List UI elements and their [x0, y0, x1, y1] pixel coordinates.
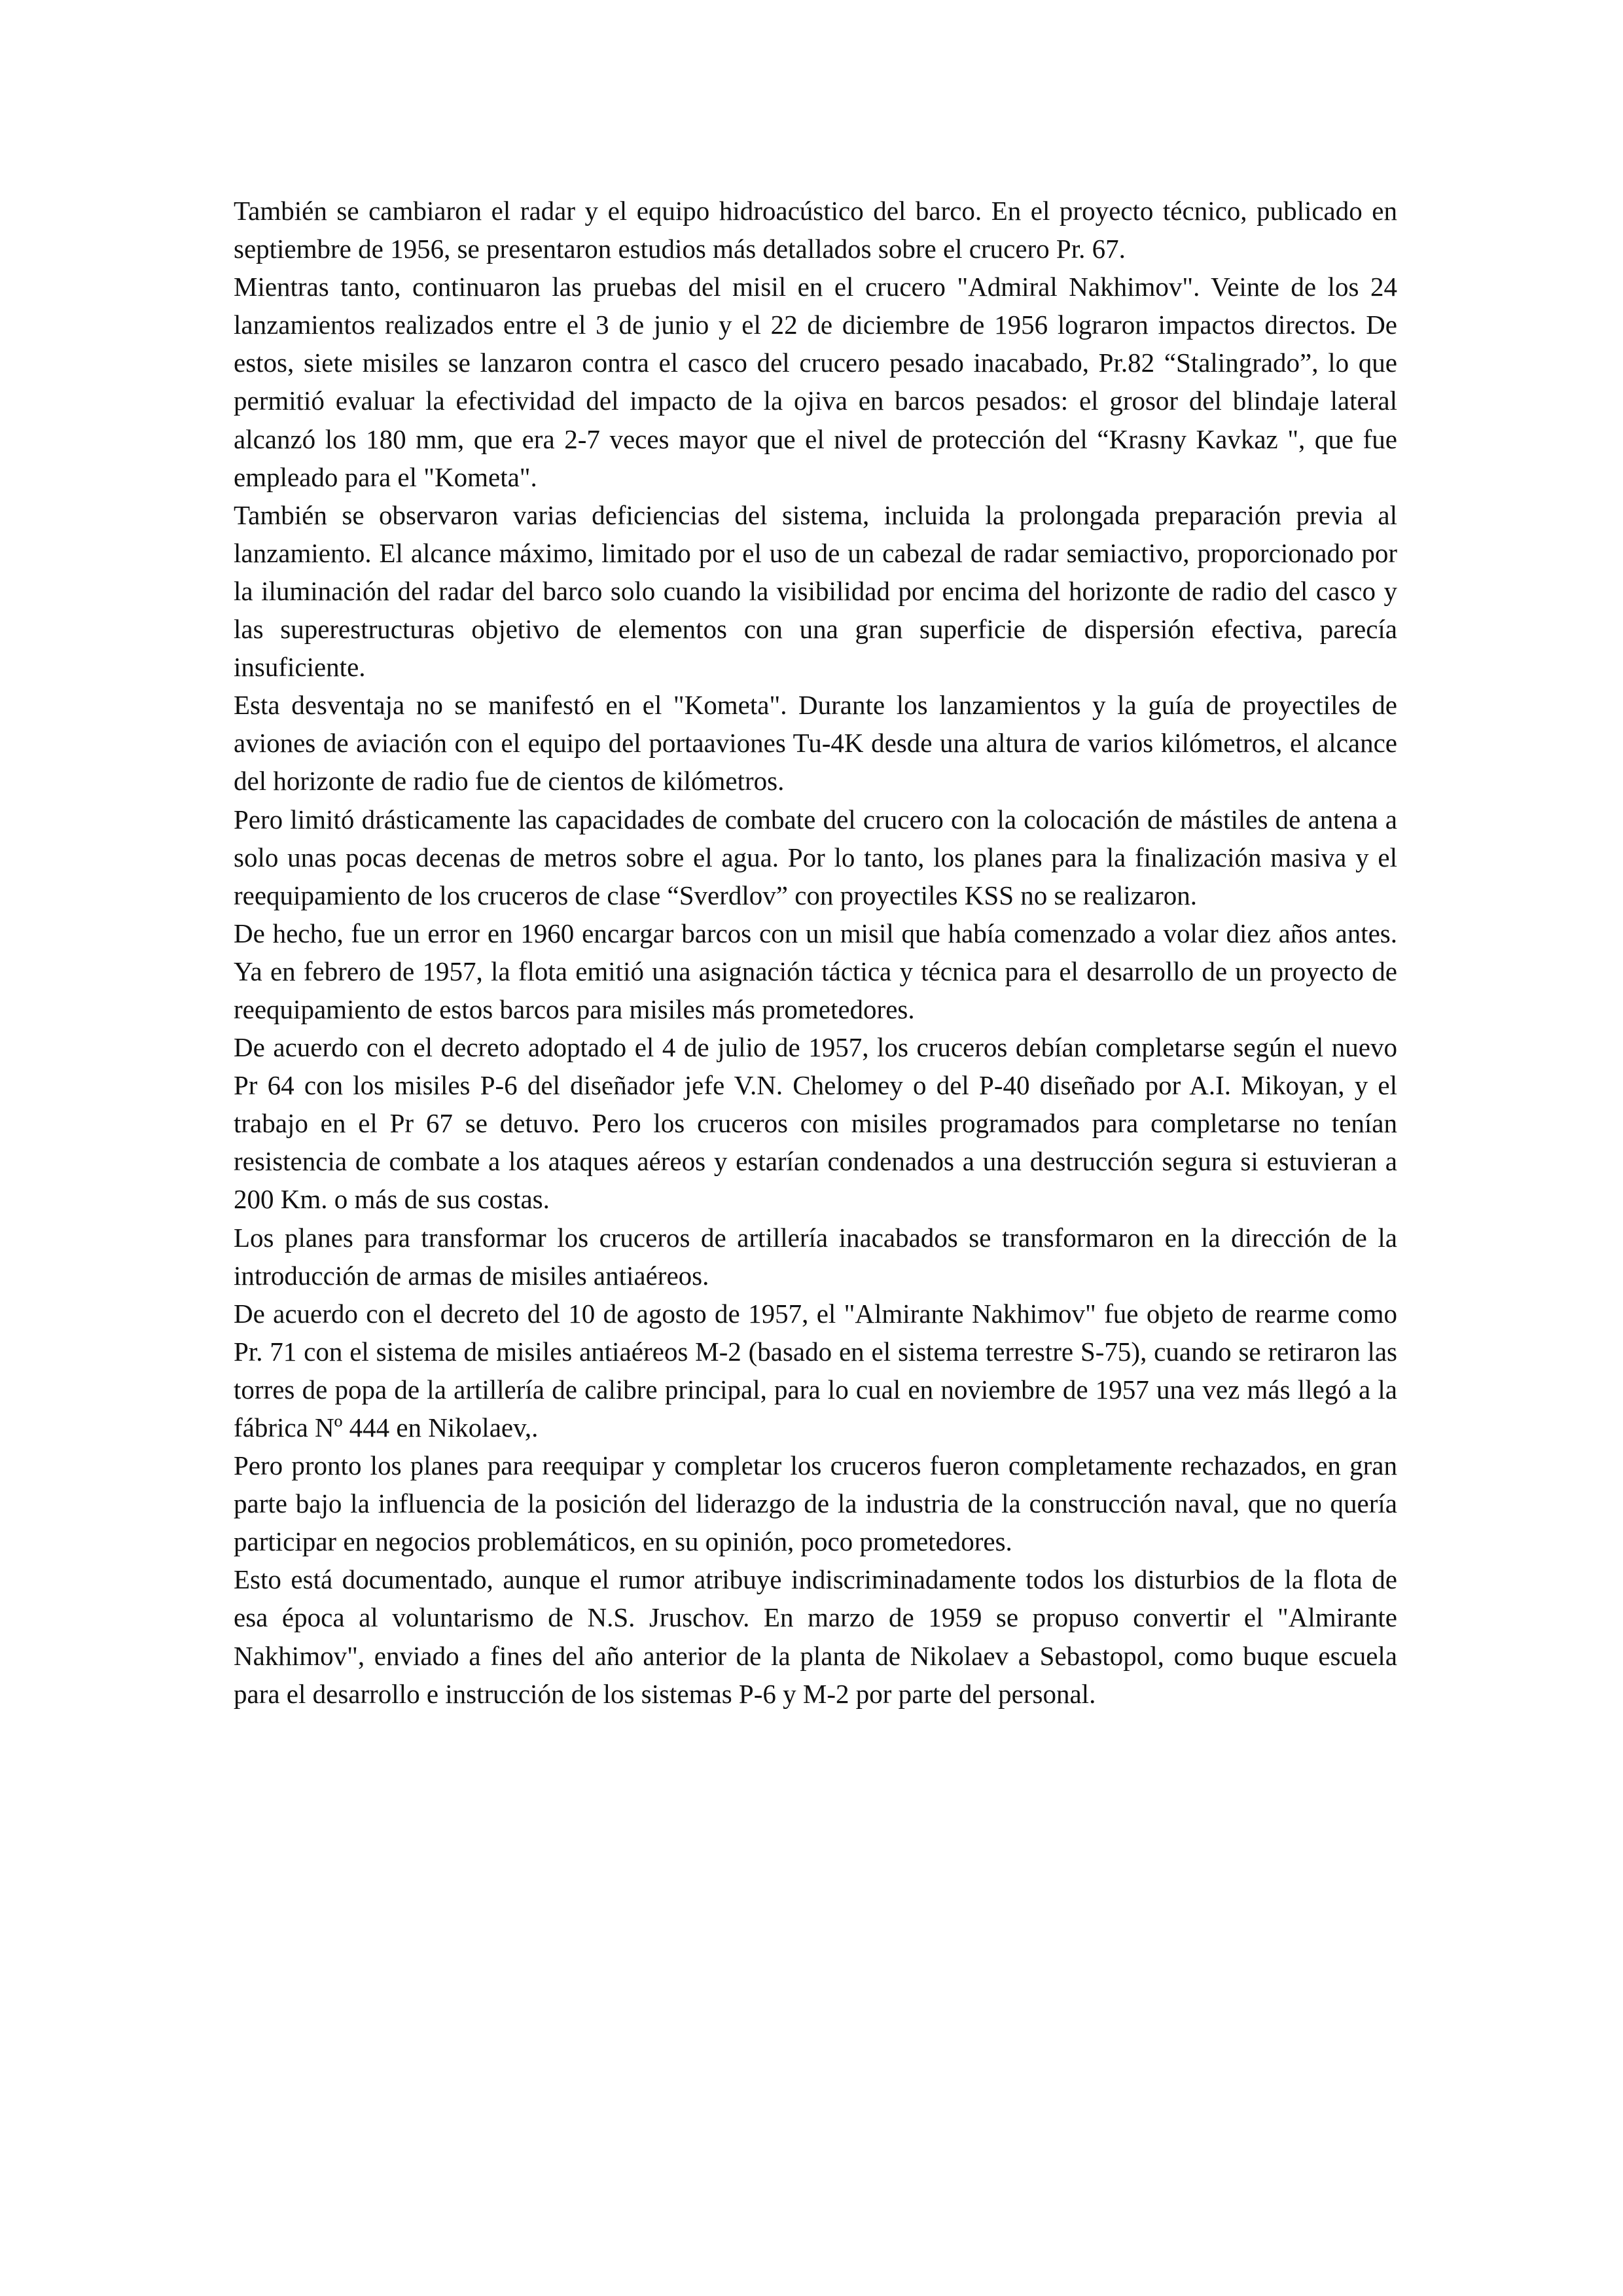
paragraph-8: Los planes para transformar los cruceros de artillería inacabados se transformaron en la dirección de la introducción de armas de misiles antiaéreos.	[234, 1222, 1397, 1291]
paragraph-4: Esta desventaja no se manifestó en el "Kometa". Durante los lanzamientos y la guía de proyectiles de aviones de aviación con el equipo del portaaviones Tu-4K desde una altura de varios kilómetros, el alcance del horizonte de radio fue de cientos de kilómetros.	[234, 690, 1397, 797]
paragraph-3: También se observaron varias deficiencias del sistema, incluida la prolongada preparación previa al lanzamiento. El alcance máximo, limitado por el uso de un cabezal de radar semiactivo, proporcionado por la iluminación del radar del barco solo cuando la visibilidad por encima del horizonte de radio del casco y las superestructuras objetivo de elementos con una gran superficie de dispersión efectiva, parecía insuficiente.	[234, 499, 1397, 683]
paragraph-2: Mientras tanto, continuaron las pruebas del misil en el crucero "Admiral Nakhimov". Veinte de los 24 lanzamientos realizados entre el 3 de junio y el 22 de diciembre de 1956 lograron impactos directos. De estos, siete misiles se lanzaron contra el casco del crucero pesado inacabado, Pr.82 “Stalingrado”, lo que permitió evaluar la efectividad del impacto de la ojiva en barcos pesados: el grosor del blindaje lateral alcanzó los 180 mm, que era 2-7 veces mayor que el nivel de protección del “Krasny Kavkaz ", que fue empleado para el "Kometa".	[234, 272, 1397, 492]
paragraph-7: De acuerdo con el decreto adoptado el 4 de julio de 1957, los cruceros debían completarse según el nuevo Pr 64 con los misiles P-6 del diseñador jefe V.N. Chelomey o del P-40 diseñado por A.I. Mikoyan, y el trabajo en el Pr 67 se detuvo. Pero los cruceros con misiles programados para completarse no tenían resistencia de combate a los ataques aéreos y estarían condenados a una destrucción segura si estuvieran a 200 Km. o más de sus costas.	[234, 1032, 1397, 1215]
paragraph-9: De acuerdo con el decreto del 10 de agosto de 1957, el "Almirante Nakhimov" fue objeto de rearme como Pr. 71 con el sistema de misiles antiaéreos M-2 (basado en el sistema terrestre S-75), cuando se retiraron las torres de popa de la artillería de calibre principal, para lo cual en noviembre de 1957 una vez más llegó a la fábrica Nº 444 en Nikolaev,.	[234, 1298, 1397, 1443]
body-text	[234, 192, 1397, 1713]
paragraph-6: De hecho, fue un error en 1960 encargar barcos con un misil que había comenzado a volar diez años antes. Ya en febrero de 1957, la flota emitió una asignación táctica y técnica para el desarrollo de un proyecto de reequipamiento de estos barcos para misiles más prometedores.	[234, 918, 1397, 1024]
paragraph-10: Pero pronto los planes para reequipar y completar los cruceros fueron completamente rechazados, en gran parte bajo la influencia de la posición del liderazgo de la industria de la construcción naval, que no quería participar en negocios problemáticos, en su opinión, poco prometedores.	[234, 1450, 1397, 1557]
paragraph-11: Esto está documentado, aunque el rumor atribuye indiscriminadamente todos los disturbios de la flota de esa época al voluntarismo de N.S. Jruschov. En marzo de 1959 se propuso convertir el "Almirante Nakhimov", enviado a fines del año anterior de la planta de Nikolaev a Sebastopol, como buque escuela para el desarrollo e instrucción de los sistemas P-6 y M-2 por parte del personal.	[234, 1564, 1397, 1709]
paragraph-1: También se cambiaron el radar y el equipo hidroacústico del barco. En el proyecto técnico, publicado en septiembre de 1956, se presentaron estudios más detallados sobre el crucero Pr. 67.	[234, 196, 1397, 264]
paragraph-5: Pero limitó drásticamente las capacidades de combate del crucero con la colocación de mástiles de antena a solo unas pocas decenas de metros sobre el agua. Por lo tanto, los planes para la finalización masiva y el reequipamiento de los cruceros de clase “Sverdlov” con proyectiles KSS no se realizaron.	[234, 804, 1397, 910]
